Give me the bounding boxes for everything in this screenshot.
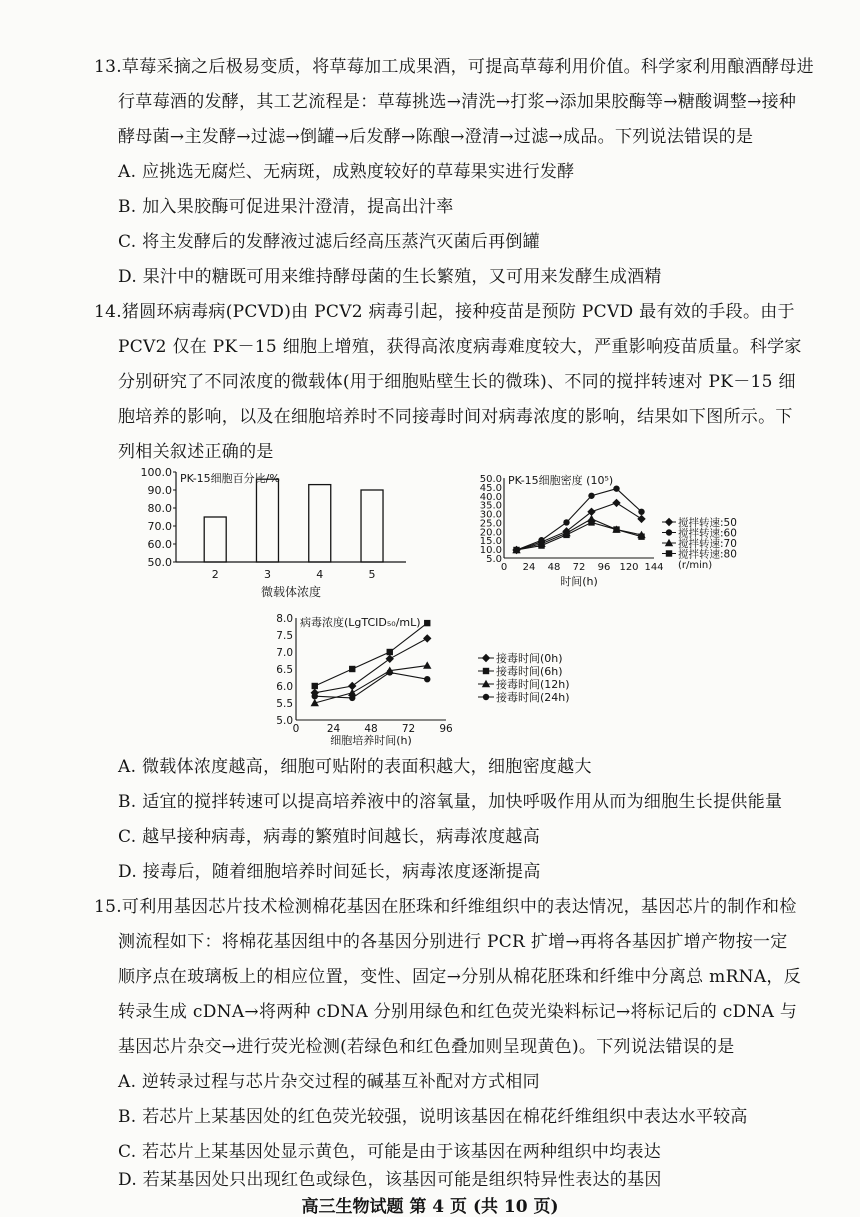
virus-y-tick-label: 5.0 (276, 715, 293, 727)
virus-legend-marker (483, 668, 489, 674)
virus-point (387, 649, 393, 655)
virus-x-tick-label: 0 (292, 723, 300, 735)
q13-stem-line-1: 13.草莓采摘之后极易变质，将草莓加工成果酒，可提高草莓利用价值。科学家利用酿酒酵母进 (94, 57, 814, 77)
bar-y-tick-label: 80.0 (147, 502, 172, 515)
density-legend-label: 搅拌转速:50 (678, 517, 737, 529)
density-y-tick-label: 5.0 (486, 554, 502, 565)
density-y-tick-label: 35.0 (479, 500, 502, 512)
q15-option-a: A. 逆转录过程与芯片杂交过程的碱基互补配对方式相同 (118, 1072, 540, 1092)
virus-y-tick-label: 8.0 (276, 613, 293, 625)
bar-y-tick-label: 100.0 (140, 466, 172, 479)
density-point (563, 532, 569, 538)
q14-option-a: A. 微载体浓度越高，细胞可贴附的表面积越大，细胞密度越大 (118, 757, 592, 777)
density-point (588, 493, 594, 499)
bar-2 (204, 517, 226, 562)
bar-5 (361, 490, 383, 562)
virus-legend-marker (483, 694, 489, 700)
density-legend-marker (666, 550, 672, 556)
density-x-tick-label: 96 (597, 562, 611, 573)
bar-y-tick-label: 90.0 (147, 484, 172, 497)
density-y-tick-label: 10.0 (479, 545, 502, 557)
density-series-line (517, 489, 642, 550)
density-point (612, 499, 620, 507)
density-x-tick-label: 72 (572, 562, 586, 573)
density-x-tick-label: 0 (500, 562, 508, 573)
density-y-tick-label: 40.0 (479, 491, 502, 503)
density-point (637, 515, 645, 523)
virus-x-tick-label: 96 (439, 723, 453, 735)
virus-x-axis-label: 细胞培养时间(h) (330, 734, 412, 747)
q15-option-c: C. 若芯片上某基因处显示黄色，可能是由于该基因在两种组织中均表达 (118, 1142, 662, 1162)
density-point (563, 519, 569, 525)
density-x-tick-label: 24 (522, 562, 536, 573)
virus-y-tick-label: 7.5 (276, 630, 293, 642)
q14-option-b: B. 适宜的搅拌转速可以提高培养液中的溶氧量，加快呼吸作用从而为细胞生长提供能量 (118, 792, 783, 812)
virus-legend-label: 接毒时间(0h) (496, 652, 563, 665)
line-chart-virus-concentration (260, 613, 580, 747)
q13-option-b: B. 加入果胶酶可促进果汁澄清，提高出汁率 (118, 197, 454, 217)
q15-stem-line-4: 转录生成 cDNA→将两种 cDNA 分别用绿色和红色荧光染料标记→将标记后的 cDNA 与 (118, 1002, 798, 1022)
density-y-tick-label: 45.0 (479, 482, 502, 494)
density-y-tick-label: 15.0 (479, 536, 502, 548)
virus-y-tick-label: 7.0 (276, 647, 293, 659)
bar-chart-cell-percentage (130, 466, 420, 599)
virus-y-tick-label: 6.0 (276, 681, 293, 693)
virus-point (423, 634, 431, 642)
virus-point (386, 655, 394, 663)
q13-option-c: C. 将主发酵后的发酵液过滤后经高压蒸汽灭菌后再倒罐 (118, 232, 541, 252)
virus-point (349, 666, 355, 672)
q13-stem-line-2: 行草莓酒的发酵，其工艺流程是：草莓挑选→清洗→打浆→添加果胶酶等→糖酸调整→接种 (118, 92, 797, 112)
virus-y-tick-label: 6.5 (276, 664, 293, 676)
virus-y-tick-label: 5.5 (276, 698, 293, 710)
q15-option-b: B. 若芯片上某基因处的红色荧光较强，说明该基因在棉花纤维组织中表达水平较高 (118, 1107, 748, 1127)
q15-stem-line-3: 顺序点在玻璃板上的相应位置，变性、固定→分别从棉花胚珠和纤维中分离总 mRNA，反 (118, 967, 802, 987)
density-point (588, 519, 594, 525)
density-y-tick-label: 20.0 (479, 527, 502, 539)
density-point (638, 509, 644, 515)
virus-x-tick-label: 72 (401, 723, 416, 735)
density-legend-label: 搅拌转速:80 (678, 548, 737, 561)
q15-stem-line-2: 测流程如下：将棉花基因组中的各基因分别进行 PCR 扩增→再将各基因扩增产物按一定 (118, 932, 788, 952)
virus-point (312, 693, 318, 699)
bar-y-tick-label: 70.0 (147, 520, 172, 533)
bar-x-tick-label: 4 (316, 568, 324, 581)
bar-x-axis-label: 微载体浓度 (260, 585, 322, 599)
virus-legend-label: 接毒时间(12h) (496, 678, 570, 691)
virus-legend-marker (482, 654, 490, 662)
density-legend-label: 搅拌转速:70 (678, 538, 737, 550)
virus-point (424, 620, 430, 626)
q13-option-a: A. 应挑选无腐烂、无病斑，成熟度较好的草莓果实进行发酵 (118, 162, 575, 182)
bar-chart-title: PK-15细胞百分比/% (180, 472, 280, 485)
q15-stem-line-5: 基因芯片杂交→进行荧光检测(若绿色和红色叠加则呈现黄色)。下列说法错误的是 (118, 1037, 735, 1057)
virus-series-line (315, 672, 428, 698)
q13-option-d: D. 果汁中的糖既可用来维持酵母菌的生长繁殖，又可用来发酵生成酒精 (118, 267, 662, 287)
density-legend-marker (666, 529, 672, 535)
bar-y-tick-label: 60.0 (147, 538, 172, 551)
virus-point (349, 695, 355, 701)
density-chart-title: PK-15细胞密度 (10⁵) (508, 474, 614, 487)
virus-point (423, 661, 431, 668)
q14-stem-line-2: PCV2 仅在 PK－15 细胞上增殖，获得高浓度病毒难度较大，严重影响疫苗质量。科学家 (118, 337, 802, 357)
bar-4 (309, 485, 331, 562)
bar-x-tick-label: 3 (263, 568, 271, 581)
q14-stem-line-1: 14.猪圆环病毒病(PCVD)由 PCV2 病毒引起，接种疫苗是预防 PCVD 最有效的手段。由于 (94, 302, 795, 322)
q14-stem-line-4: 胞培养的影响，以及在细胞培养时不同接毒时间对病毒浓度的影响，结果如下图所示。下 (118, 407, 793, 427)
bar-x-tick-label: 5 (368, 568, 376, 581)
q14-option-c: C. 越早接种病毒，病毒的繁殖时间越长，病毒浓度越高 (118, 827, 541, 847)
density-point (638, 533, 644, 539)
density-point (538, 542, 544, 548)
q13-stem-line-3: 酵母菌→主发酵→过滤→倒罐→后发酵→陈酿→澄清→过滤→成品。下列说法错误的是 (118, 127, 754, 147)
virus-x-tick-label: 24 (326, 723, 341, 735)
bar-y-tick-label: 50.0 (147, 556, 172, 569)
q15-option-d: D. 若某基因处只出现红色或绿色，该基因可能是组织特异性表达的基因 (118, 1170, 662, 1190)
density-point (613, 526, 619, 532)
virus-x-tick-label: 48 (364, 723, 378, 735)
q14-option-d: D. 接毒后，随着细胞培养时间延长，病毒浓度逐渐提高 (118, 862, 541, 882)
q14-stem-line-3: 分别研究了不同浓度的微载体(用于细胞贴壁生长的微珠)、不同的搅拌转速对 PK－15 细 (118, 372, 796, 392)
density-legend-marker (665, 518, 673, 526)
page-footer: 高三生物试题 第 4 页 (共 10 页) (301, 1197, 559, 1217)
density-x-tick-label: 120 (619, 562, 639, 573)
density-point (613, 485, 619, 491)
density-point (513, 547, 519, 553)
density-x-axis-label: 时间(h) (560, 575, 598, 588)
density-unit-label: (r/min) (678, 560, 713, 571)
virus-legend-label: 接毒时间(6h) (496, 665, 563, 678)
density-x-tick-label: 48 (547, 562, 561, 573)
bar-x-tick-label: 2 (211, 568, 219, 581)
bar-3 (256, 479, 278, 562)
density-series-line (517, 519, 642, 550)
virus-chart-title: 病毒浓度(LgTCID₅₀/mL) (300, 616, 421, 629)
q15-stem-line-1: 15.可利用基因芯片技术检测棉花基因在胚珠和纤维组织中的表达情况，基因芯片的制作和检 (94, 897, 797, 917)
virus-point (424, 676, 430, 682)
density-legend-label: 搅拌转速:60 (678, 527, 737, 540)
density-y-tick-label: 30.0 (479, 509, 502, 521)
density-x-tick-label: 144 (644, 562, 664, 573)
virus-point (312, 683, 318, 689)
line-chart-cell-density (460, 470, 790, 600)
density-y-tick-label: 50.0 (479, 474, 502, 485)
q14-stem-line-5: 列相关叙述正确的是 (118, 442, 274, 462)
density-y-tick-label: 25.0 (479, 518, 502, 530)
virus-legend-label: 接毒时间(24h) (496, 691, 570, 704)
virus-point (387, 669, 393, 675)
